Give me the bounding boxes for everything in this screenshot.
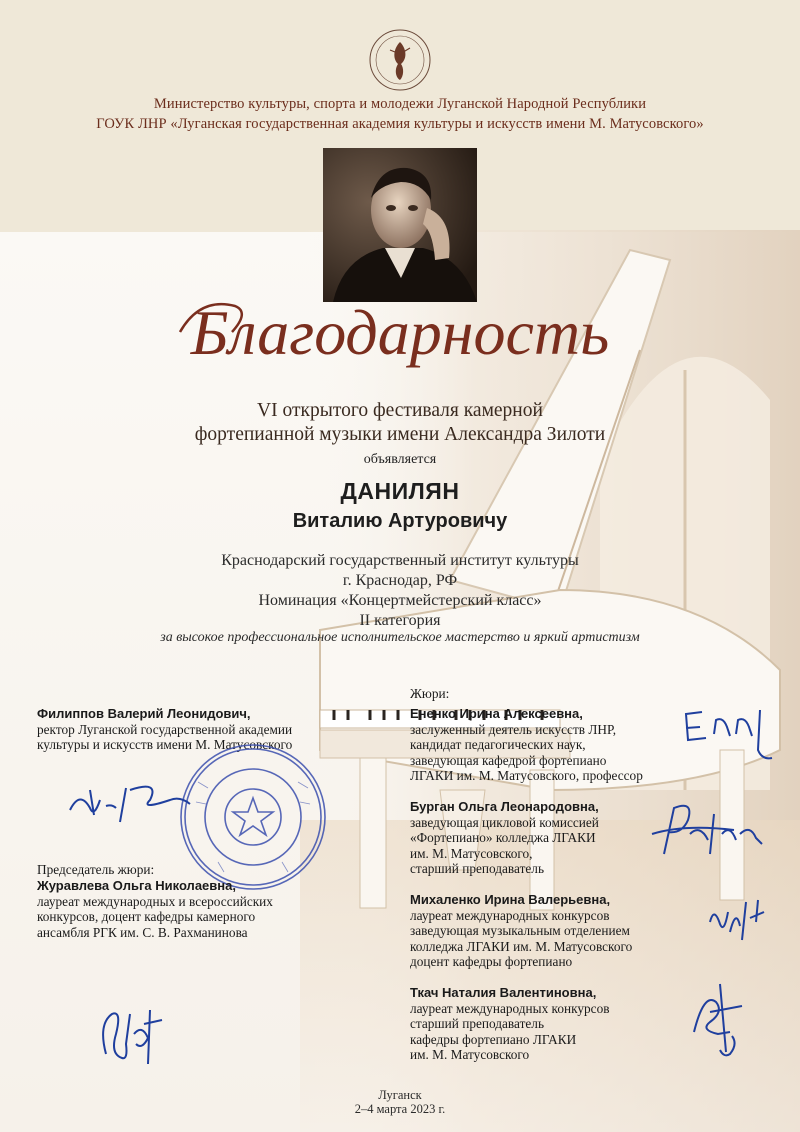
chair-block — [37, 878, 347, 940]
recipient-city: г. Краснодар, РФ — [342, 572, 458, 589]
recipient-category: II категория — [359, 612, 441, 629]
ministry-heading: Министерство культуры, спорта и молодежи Луганской Народной Республики — [153, 96, 647, 112]
chair-name: Журавлева Ольга Николаевна, — [37, 878, 236, 893]
jury-member-role: кафедры фортепиано ЛГАКИ — [410, 1031, 577, 1047]
chair-label: Председатель жюри: — [37, 862, 155, 877]
recipient-given-name: Виталию Артуровичу — [292, 510, 508, 532]
jury-member-name: Ткач Наталия Валентиновна, — [410, 985, 597, 1000]
jury-label: Жюри: — [410, 686, 450, 701]
announce-text: объявляется — [363, 452, 437, 467]
jury-member-role: им. М. Матусовского, — [410, 845, 533, 861]
recipient-surname: ДАНИЛЯН — [340, 478, 460, 504]
rector-name: Филиппов Валерий Леонидович, — [37, 706, 251, 721]
academy-heading: ГОУК ЛНР «Луганская государственная академия культуры и искусств имени М. Матусовского» — [96, 116, 704, 132]
jury-member-role: заведующая цикловой комиссией — [410, 814, 599, 830]
jury-member-role: им. М. Матусовского — [410, 1047, 530, 1063]
rector-role-line: ректор Луганской государственной академии — [37, 721, 293, 737]
festival-line-1: VI открытого фестиваля камерной — [257, 400, 543, 421]
rector-role-line: культуры и искусств имени М. Матусовского — [37, 737, 293, 753]
jury-member-role: заведующая кафедрой фортепиано — [410, 752, 607, 768]
jury-member — [410, 985, 710, 1063]
jury-signature-3 — [700, 882, 780, 957]
rector-signature — [60, 770, 200, 835]
jury-member-name: Михаленко Ирина Валерьевна, — [410, 892, 611, 907]
jury-member-role: доцент кафедры фортепиано — [410, 954, 573, 970]
jury-member-role: лауреат международных конкурсов — [410, 907, 610, 923]
jury-member-role: кандидат педагогических наук, — [410, 737, 586, 753]
chair-signature — [92, 994, 172, 1079]
festival-line-2: фортепианной музыки имени Александра Зилоти — [194, 424, 606, 445]
merit-text: за высокое профессиональное исполнительское мастерство и яркий артистизм — [160, 630, 640, 645]
jury-member-role: колледжа ЛГАКИ им. М. Матусовского — [410, 938, 633, 954]
gratitude-title-text: Благодарность — [190, 297, 610, 368]
jury-member-role: старший преподаватель — [410, 1016, 545, 1032]
chair-role-line: конкурсов, доцент кафедры камерного — [37, 909, 256, 925]
jury-signature-4 — [680, 972, 760, 1067]
academy-emblem-icon — [368, 28, 432, 92]
jury-member — [410, 706, 710, 784]
jury-member-name: Ененко Ирина Алексеевна, — [410, 706, 583, 721]
jury-member-role: заведующая музыкальным отделением — [410, 923, 630, 939]
gratitude-title — [0, 292, 800, 372]
jury-signature-2 — [644, 794, 784, 879]
portrait-photo — [323, 148, 477, 302]
footer-date: 2–4 марта 2023 г. — [354, 1102, 446, 1116]
recipient-nomination: Номинация «Концертмейстерский класс» — [258, 592, 542, 609]
jury-member-role: «Фортепиано» колледжа ЛГАКИ — [410, 830, 596, 846]
jury-member-role: заслуженный деятель искусств ЛНР, — [410, 721, 617, 737]
jury-member-role: старший преподаватель — [410, 861, 545, 877]
jury-member-name: Бурган Ольга Леонародовна, — [410, 799, 599, 814]
official-stamp — [178, 742, 328, 892]
chair-role-line: лауреат международных и всероссийских — [37, 893, 273, 909]
jury-member-role: ЛГАКИ им. М. Матусовского, профессор — [410, 768, 643, 784]
footer-city: Луганск — [378, 1088, 422, 1102]
recipient-institution: Краснодарский государственный институт культуры — [221, 552, 579, 569]
chair-role-line: ансамбля РГК им. С. В. Рахманинова — [37, 924, 248, 940]
jury-signature-1 — [672, 700, 782, 775]
jury-member — [410, 892, 710, 970]
jury-member-role: лауреат международных конкурсов — [410, 1000, 610, 1016]
